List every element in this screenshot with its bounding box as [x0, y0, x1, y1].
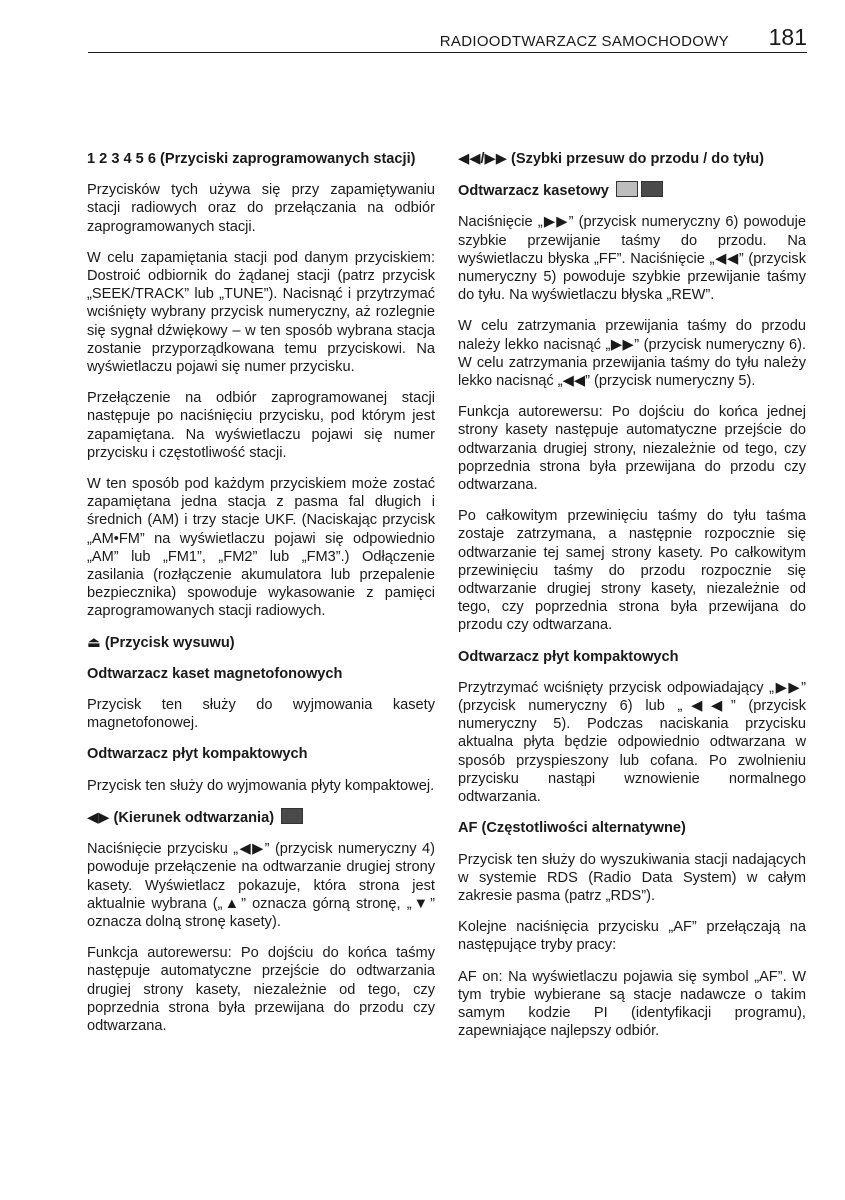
right-column [458, 150, 806, 1053]
paragraph: W ten sposób pod każdym przyciskiem może zostać zapamiętana jedna stacja z pasma fal długich i średnich (AM) i trzy stacje UKF. (Naciskając przycisk „AM•FM” na wyświetlaczu pojawi się odpowiednio „AM” lub „FM1”, „FM2” lub „FM3”.) Odłączenie zasilania (rozłączenie akumulatora lub przepalenie bezpiecznika) spowoduje wykasowanie z pamięci zaprogramowanych stacji radiowych. [87, 476, 435, 620]
heading-cassette-player [458, 181, 806, 200]
cassette-light-icon [616, 181, 638, 197]
cassette-dark-icon [641, 181, 663, 197]
heading-eject [87, 634, 435, 652]
left-column [87, 150, 435, 1048]
paragraph: W celu zatrzymania przewijania taśmy do przodu należy lekko nacisnąć „▶▶” (przycisk numeryczny 6). W celu zatrzymania przewijania taśmy do tyłu należy lekko nacisnąć „◀◀” (przycisk numeryczny 5). [458, 318, 806, 390]
paragraph: AF on: Na wyświetlaczu pojawia się symbol „AF”. W tym trybie wybierane są stacje nadawcze o takim samym kodzie PI (identyfikacji programu), zapewniające najlepszy odbiór. [458, 968, 806, 1040]
heading-cassette-label: Odtwarzacz kasetowy [458, 183, 609, 200]
heading-direction [87, 808, 435, 827]
header-title: RADIOODTWARZACZ SAMOCHODOWY [439, 33, 729, 50]
paragraph: Przycisk ten służy do wyszukiwania stacji nadających w systemie RDS (Radio Data System) w całym zakresie pasma (patrz „RDS”). [458, 851, 806, 904]
paragraph: Przycisk ten służy do wyjmowania płyty kompaktowej. [87, 777, 435, 794]
heading-cassette-player: Odtwarzacz kaset magnetofonowych [87, 665, 343, 682]
heading-cd-player: Odtwarzacz płyt kompaktowych [87, 746, 308, 763]
heading-direction-label: (Kierunek odtwarzania) [113, 809, 275, 826]
paragraph: Po całkowitym przewinięciu taśmy do tyłu taśma zostaje zatrzymana, a następnie rozpocznie się odtwarzanie tej samej strony kasety. Po całkowitym przewinięciu taśmy do przodu rozpocznie się odtwarzanie drugiej strony kasety, niezależnie od tego, czy poprzednia strona była przewijana do przodu czy odtwarzana. [458, 508, 806, 634]
page-number: 181 [768, 24, 807, 50]
paragraph: Przełączenie na odbiór zaprogramowanej stacji następuje po naciśnięciu przycisku, pod którym jest zapamiętana. Na wyświetlaczu pojawi się numer przycisku i częstotliwość stacji. [87, 390, 435, 461]
direction-icon: ◀▶ [87, 809, 110, 826]
heading-eject-label: (Przycisk wysuwu) [104, 634, 235, 651]
cassette-icon [281, 808, 303, 824]
paragraph: Przycisk ten służy do wyjmowania kasety magnetofonowej. [87, 697, 435, 732]
heading-preset-buttons: 1 2 3 4 5 6 (Przyciski zaprogramowanych stacji) [87, 151, 416, 167]
heading-fast-wind: ◀◀/▶▶ (Szybki przesuw do przodu / do tyłu) [458, 151, 764, 167]
paragraph: W celu zapamiętania stacji pod danym przyciskiem: Dostroić odbiornik do żądanej stacji (patrz przycisk „SEEK/TRACK” lub „TUNE”). Nacisnąć i przytrzymać wciśnięty wybrany przycisk numeryczny, aż rozlegnie się sygnał dźwiękowy – w ten sposób wybrana stacja zostanie przyporządkowana temu przyciskowi. Na wyświetlaczu pojawi się numer przycisku. [87, 249, 435, 376]
heading-af: AF (Częstotliwości alternatywne) [458, 820, 686, 837]
paragraph: Kolejne naciśnięcia przycisku „AF” przełączają na następujące tryby pracy: [458, 919, 806, 954]
paragraph: Funkcja autorewersu: Po dojściu do końca jednej strony kasety następuje automatyczne przejście do odtwarzania drugiej strony, niezależnie od tego, czy poprzednia strona była przewijana do przodu czy odtwarzana. [458, 404, 806, 494]
paragraph: Przycisków tych używa się przy zapamiętywaniu stacji radiowych oraz do przełączania na odbiór zaprogramowanych stacji. [87, 182, 435, 235]
paragraph: Przytrzymać wciśnięty przycisk odpowiadający „▶▶” (przycisk numeryczny 6) lub „◀◀” (przycisk numeryczny 5). Podczas naciskania przycisku aktualna płyta będzie odpowiednio odtwarzana w sposób przyspieszony lub cofana. Po zwolnieniu przycisku nastąpi wznowienie normalnego odtwarzania. [458, 679, 806, 806]
heading-cd-player: Odtwarzacz płyt kompaktowych [458, 648, 679, 665]
paragraph: Naciśnięcie przycisku „◀▶” (przycisk numeryczny 4) powoduje przełączenie na odtwarzanie drugiej strony kasety. Wyświetlacz pokazuje, która strona jest aktualnie wybrana („▲” oznacza górną stronę, „▼” oznacza dolną stronę kasety). [87, 841, 435, 930]
paragraph: Funkcja autorewersu: Po dojściu do końca taśmy następuje automatyczne przejście do odtwarzania drugiej strony kasety, niezależnie od tego, czy poprzednia strona była przewijana do przodu czy odtwarzana. [87, 945, 435, 1034]
paragraph: Naciśnięcie „▶▶” (przycisk numeryczny 6) powoduje szybkie przewijanie taśmy do przodu. Na wyświetlaczu błyska „FF”. Naciśnięcie „◀◀” (przycisk numeryczny 5) powoduje szybkie przewijanie taśmy do tyłu. Na wyświetlaczu błyska „REW”. [458, 214, 806, 304]
eject-icon: ⏏ [87, 634, 101, 651]
page-header [88, 22, 807, 53]
